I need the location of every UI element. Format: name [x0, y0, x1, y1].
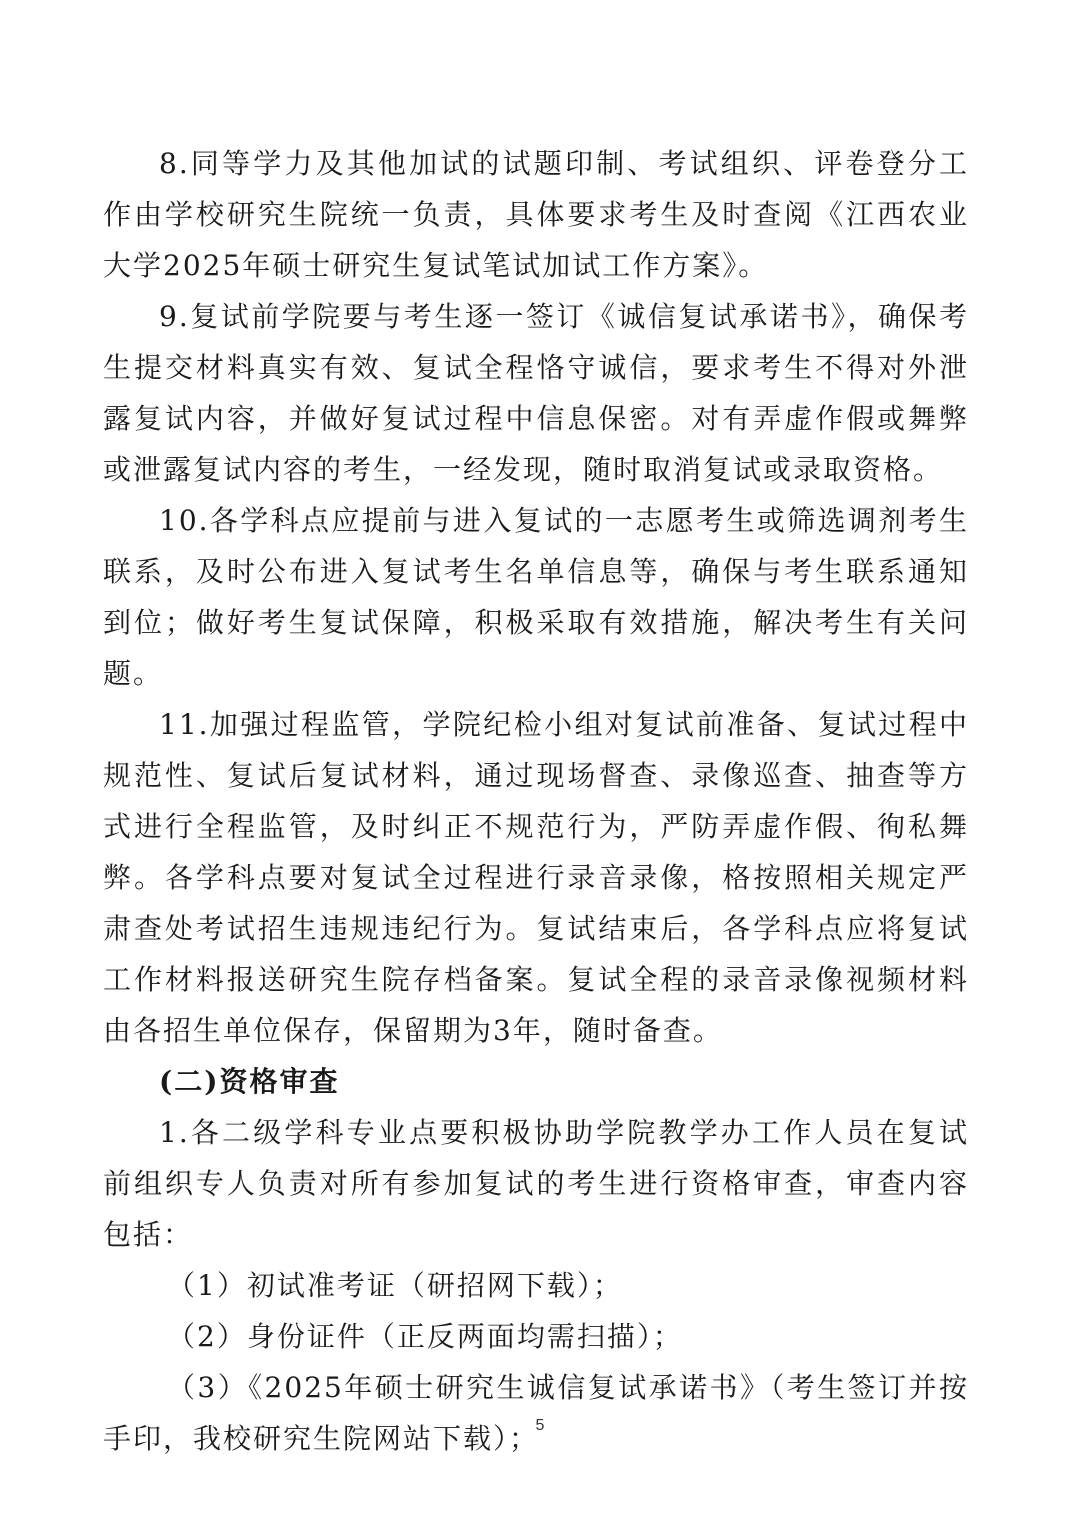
section-heading-qualification-review: (二)资格审查 [159, 1065, 340, 1098]
review-list-item-3: （3）《2025年硕士研究生诚信复试承诺书》（考生签订并按手印，我校研究生院网站下载）； [103, 1371, 969, 1455]
review-list-item-1: （1）初试准考证（研招网下载）； [167, 1269, 623, 1302]
section-intro-paragraph: 1.各二级学科专业点要积极协助学院教学办工作人员在复试前组织专人负责对所有参加复试的考生进行资格审查，审查内容包括： [103, 1116, 969, 1251]
page-number: 5 [535, 1417, 545, 1434]
paragraph-item-10: 10.各学科点应提前与进入复试的一志愿考生或筛选调剂考生联系，及时公布进入复试考生名单信息等，确保与考生联系通知到位；做好考生复试保障，积极采取有效措施，解决考生有关问题。 [103, 504, 969, 690]
paragraph-item-8: 8.同等学力及其他加试的试题印制、考试组织、评卷登分工作由学校研究生院统一负责，具体要求考生及时查阅《江西农业大学2025年硕士研究生复试笔试加试工作方案》。 [103, 147, 969, 282]
review-list-item-2: （2）身份证件（正反两面均需扫描）； [167, 1320, 683, 1353]
paragraph-item-9: 9.复试前学院要与考生逐一签订《诚信复试承诺书》，确保考生提交材料真实有效、复试全程恪守诚信，要求考生不得对外泄露复试内容，并做好复试过程中信息保密。对有弄虚作假或舞弊或泄露复试内容的考生，一经发现，随时取消复试或录取资格。 [103, 300, 969, 486]
paragraph-item-11: 11.加强过程监管，学院纪检小组对复试前准备、复试过程中规范性、复试后复试材料，通过现场督查、录像巡查、抽查等方式进行全程监管，及时纠正不规范行为，严防弄虚作假、徇私舞弊。各学科点要对复试全过程进行录音录像，格按照相关规定严肃查处考试招生违规违纪行为。复试结束后，各学科点应将复试工作材料报送研究生院存档备案。复试全程的录音录像视频材料由各招生单位保存，保留期为3年，随时备查。 [103, 708, 969, 1047]
document-body [103, 138, 969, 1464]
